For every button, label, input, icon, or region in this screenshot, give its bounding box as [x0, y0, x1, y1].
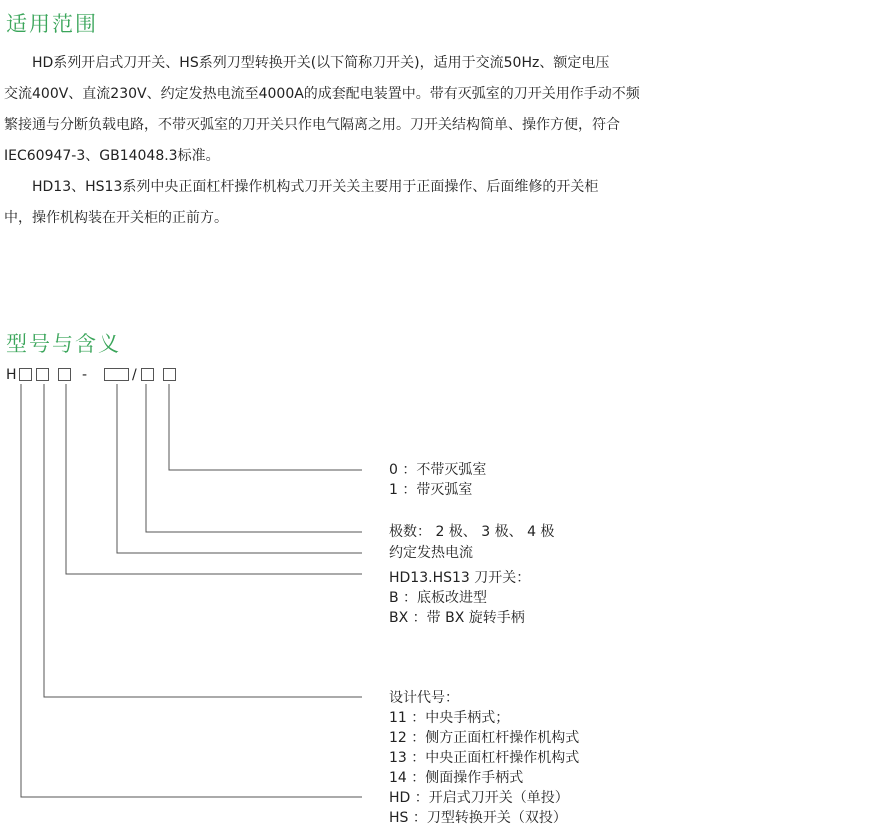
code-slash: /: [132, 367, 137, 383]
note-poles: 极数： 2 极、 3 极、 4 极: [389, 524, 555, 540]
intro-line: 繁接通与分断负载电路，不带灭弧室的刀开关只作电气隔离之用。刀开关结构简单、操作方便，符合: [4, 117, 620, 133]
note-design: 设计代号： 11 ：中央手柄式； 12 ：侧方正面杠杆操作机构式 13 ：中央正面杠杆操作机构式 14 ：侧面操作手柄式: [389, 690, 580, 786]
note-current: 约定发热电流: [389, 545, 473, 561]
section-title-model: 型号与含义: [6, 332, 121, 356]
note-mechanism: HD13.HS13 刀开关： B ：底板改进型 BX ：带 BX 旋转手柄: [389, 570, 531, 626]
intro-line: IEC60947-3、GB14048.3标准。: [4, 148, 220, 164]
intro-line: HD13、HS13系列中央正面杠杆操作机构式刀开关关主要用于正面操作、后面维修的开关柜: [32, 179, 599, 195]
intro-line: 中，操作机构装在开关柜的正前方。: [4, 210, 228, 226]
note-arc: 0 ：不带灭弧室 1 ：带灭弧室: [389, 462, 487, 498]
leader-line-design: [44, 384, 362, 697]
section-title-scope: 适用范围: [6, 12, 98, 36]
note-type: HD ：开启式刀开关（单投） HS ：刀型转换开关（双投）: [389, 790, 569, 826]
code-prefix: H: [6, 367, 17, 383]
intro-line: HD系列开启式刀开关、HS系列刀型转换开关(以下简称刀开关)，适用于交流50Hz、额定电压: [32, 55, 610, 71]
leader-line-arc: [169, 384, 362, 470]
intro-line: 交流400V、直流230V、约定发热电流至4000A的成套配电装置中。带有灭弧室的刀开关用作手动不频: [4, 86, 640, 102]
leader-line-current: [117, 384, 362, 553]
leader-line-mechanism: [66, 384, 362, 574]
leader-line-poles: [146, 384, 362, 532]
code-dash: -: [82, 367, 88, 383]
leader-line-type: [21, 384, 362, 797]
